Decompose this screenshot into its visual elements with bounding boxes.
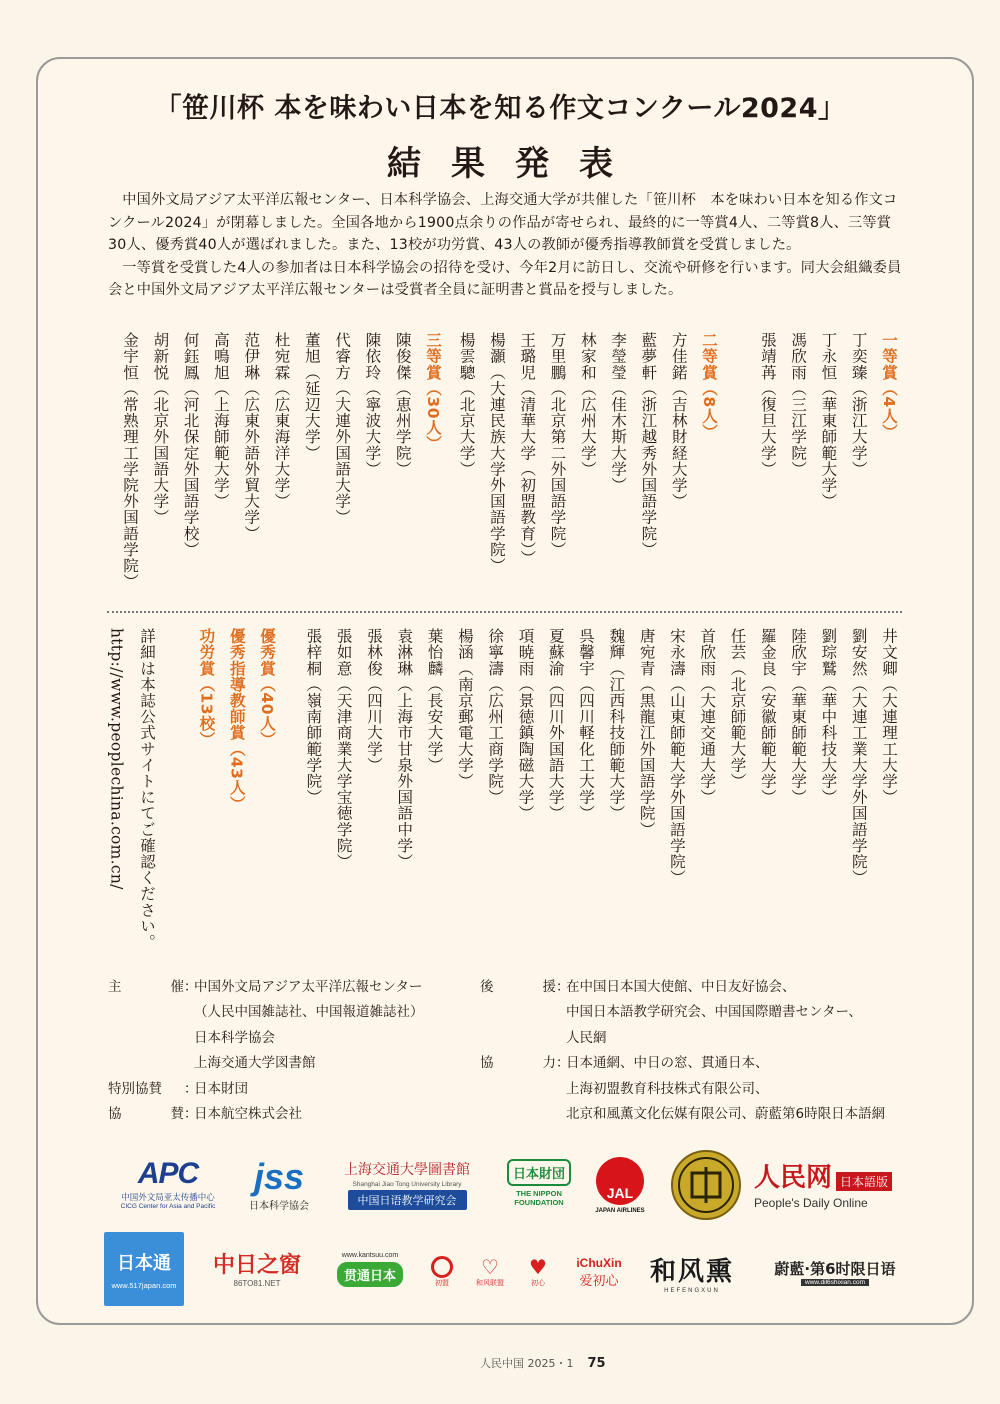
hefeng-alliance-label: 和风联盟 (476, 1279, 504, 1287)
apc-mark: APC (137, 1156, 199, 1190)
winner-name: 林家和（広州大学） (578, 332, 597, 477)
nippon-mark: 日本財団 (507, 1159, 571, 1186)
winner-name: 金宇恒（常熟理工学院外国語学院） (121, 332, 140, 590)
winner-name: 方佳鍩（吉林財経大学） (669, 332, 688, 510)
page-number: 75 (587, 1356, 606, 1371)
third-prize-section (115, 332, 448, 590)
window-mark: 中日之窗 (212, 1252, 301, 1278)
winner-name: 胡新悦（北京外国語大学） (151, 332, 170, 526)
heart-icon: ♡ (481, 1255, 499, 1279)
winner-name: 李瑩瑩（佳木斯大学） (609, 332, 628, 493)
label-char: 力 (542, 1055, 556, 1072)
hefengxun-logo (640, 1248, 744, 1296)
winner-name: 何鈺鳳（河北保定外国語学校） (181, 332, 200, 558)
organizer-value: 日本財団 (194, 1080, 248, 1097)
chumeng-icon (431, 1256, 453, 1278)
jss-mark: jss (253, 1155, 305, 1197)
hefengxun-en: HEFENGXUN (664, 1287, 720, 1294)
page-footer (480, 1355, 606, 1371)
winner-name: 徐寧濤（広州工商学院） (486, 628, 505, 806)
window-url: 86TO81.NET (233, 1279, 281, 1288)
organizers-right (480, 975, 885, 1127)
magazine-issue: 人民中国 2025・1 (480, 1357, 574, 1370)
hefeng-alliance-logo (468, 1252, 512, 1292)
winner-name: 高鳴旭（上海師範大学） (211, 332, 230, 510)
winner-name: 馮欣雨（三江学院） (789, 332, 808, 477)
excellence-award-heading: 優秀賞（40人） (258, 628, 276, 748)
winner-name: 楊灝（大連民族大学外国語学院） (487, 332, 506, 574)
winner-name: 劉安然（大連工業大学外国語学院） (849, 628, 868, 886)
second-prize-heading: 二等賞（8人） (700, 332, 718, 440)
winner-name: 首欣雨（大連交通大学） (698, 628, 717, 806)
winner-name: 羅金良（安徽師範大学） (758, 628, 777, 806)
merit-award-heading: 功労賞（13校） (197, 628, 216, 748)
organizer-value: 上海初盟教育科技株式有限公司、 (566, 1080, 769, 1097)
organizer-row-sponsor: 協 賛 ： 日本航空株式会社 (108, 1102, 424, 1127)
chuxin-logo (518, 1252, 558, 1292)
second-prize-section (451, 332, 724, 574)
ichuxin-logo (566, 1252, 632, 1292)
section-divider (107, 611, 902, 613)
jal-en: JAPAN AIRLINES (595, 1207, 645, 1214)
kantsuu-mark: 贯通日本 (337, 1262, 403, 1287)
japan517-logo (104, 1232, 184, 1306)
winner-name: 張梓桐（嶺南師範学院） (304, 628, 323, 806)
winner-name: 魏輝（江西科技師範大学） (607, 628, 626, 822)
winner-name: 呉馨宇（四川軽化工大学） (577, 628, 596, 822)
weilan-url: www.dil6shixian.com (801, 1279, 869, 1286)
winner-name: 王璐児（清華大学（初盟教育）） (518, 332, 537, 566)
chumeng-gold-emblem (668, 1149, 744, 1221)
sjtu-library-logo (328, 1153, 486, 1215)
winner-name: 宋永濤（山東師範大学外国語学院） (667, 628, 686, 886)
kantsuu-logo (328, 1244, 412, 1294)
apc-logo (104, 1152, 232, 1214)
jal-mark: JAL (596, 1157, 644, 1205)
winner-name: 葉怡麟（長安大学） (425, 628, 444, 773)
winner-name: 夏蘇渝（四川外国語大学） (546, 628, 565, 822)
kantsuu-url: www.kantsuu.com (341, 1251, 399, 1259)
organizer-row-host: 主 催 ： 中国外文局アジア太平洋広報センター （人民中国雑誌社、中国報道雑誌社） 日本科学協会 上海交通大学図書館 (108, 975, 424, 1077)
winner-name: 張靖苒（復旦大学） (758, 332, 777, 477)
label-char: 主 (108, 979, 122, 995)
organizer-value: 在中国日本国大使館、中日友好協会、 (566, 979, 796, 995)
nippon-foundation-logo (500, 1152, 578, 1214)
winner-name: 丁永恒（華東師範大学） (819, 332, 838, 510)
organizer-value: 日本航空株式会社 (194, 1106, 302, 1123)
jss-name: 日本科学協会 (249, 1200, 309, 1212)
organizer-value: 北京和風薫文化伝媒有限公司、蔚藍第6時限日本語網 (566, 1106, 886, 1123)
sjtu-cn: 上海交通大學圖書館 (344, 1161, 470, 1178)
chuxin-label: 初心 (531, 1279, 545, 1287)
winner-name: 楊雲驄（北京大学） (457, 332, 476, 477)
jal-logo (588, 1150, 652, 1220)
hefengxun-mark: 和风熏 (649, 1256, 734, 1287)
page-title: 「笹川杯 本を味わい日本を知る作文コンクール2024」 (154, 93, 846, 124)
winner-name: 陳依玲（寧波大学） (363, 332, 382, 477)
weilan-logo (754, 1250, 916, 1294)
organizer-value: 中国日本語教学研究会、中国国際贈書センター、 (566, 1004, 862, 1021)
organizer-value: 日本科学協会 (194, 1029, 275, 1046)
organizer-value: （人民中国雑誌社、中国報道雑誌社） (194, 1004, 424, 1021)
page-subtitle: 結果発表 (387, 144, 643, 184)
winner-name: 代睿方（大連外国語大学） (333, 332, 352, 526)
winner-name: 范伊琳（広東外語外貿大学） (242, 332, 261, 542)
organizer-value: 人民網 (566, 1029, 607, 1046)
peoples-daily-en: People's Daily Online (754, 1195, 868, 1210)
apc-en: CICG Center for Asia and Pacific (120, 1202, 216, 1210)
japan517-mark: 日本通 (117, 1252, 171, 1274)
winner-name: 任芸（北京師範大学） (728, 628, 747, 789)
winner-name: 藍夢軒（浙江越秀外国語学院） (639, 332, 658, 558)
winner-name: 楊涵（南京郵電大学） (455, 628, 474, 789)
first-prize-section (753, 332, 904, 509)
organizers-left (108, 975, 424, 1127)
chumeng-label: 初盟 (435, 1279, 449, 1287)
winner-name: 陸欣宇（華東師範大学） (789, 628, 808, 806)
winner-name: 唐宛青（黒龍江外国語学院） (637, 628, 656, 838)
nippon-en: THE NIPPON FOUNDATION (514, 1189, 564, 1207)
emblem-icon (670, 1149, 742, 1221)
organizer-value: 上海交通大学図書館 (194, 1055, 316, 1072)
weilan-mark: 蔚藍·第6时限日语 (774, 1260, 896, 1278)
winner-name: 井文卿（大連理工大学） (880, 628, 898, 806)
ichuxin-en: iChuXin (576, 1255, 622, 1270)
intro-text (108, 189, 908, 302)
label-char: 協 (480, 1055, 494, 1072)
jss-logo (240, 1150, 318, 1218)
teacher-award-heading: 優秀指導教師賞（43人） (227, 628, 246, 812)
chumeng-logo (422, 1252, 462, 1292)
china-japan-window-logo (192, 1244, 322, 1292)
winner-name: 陳俊傑（恵州学院） (393, 332, 412, 477)
details-note: 詳細は本誌公式サイトにてご確認ください。 (138, 628, 156, 950)
winner-name: 張如意（天津商業大学宝徳学院） (334, 628, 353, 870)
winner-name: 項暁雨（景徳鎮陶磁大学） (516, 628, 535, 822)
intro-paragraph-2: 一等賞を受賞した4人の参加者は日本科学協会の招待を受け、今年2月に訪日し、交流や研修を行います。同大会組織委員会と中国外文局アジア太平洋広報センターは受賞者全員に証明書と賞品を授与しました。 (108, 259, 902, 298)
label-char: 協 (108, 1106, 122, 1123)
organizer-row-special-sponsor: 特別協賛 ： 日本財団 (108, 1077, 424, 1102)
other-awards-section (191, 628, 282, 812)
winner-name: 董旭（延辺大学） (302, 332, 321, 461)
lower-names-section (298, 628, 904, 886)
organizer-row-cooperation: 協 力 ： 日本通網、中日の窓、貫通日本、 上海初盟教育科技株式有限公司、 北京和風薫文化伝媒有限公司、蔚藍第6時限日本語網 (480, 1051, 885, 1127)
label-text: 特別協賛 (108, 1080, 162, 1097)
peoples-daily-logo (754, 1152, 914, 1214)
jp-teaching-assoc: 中国日语教学研究会 (348, 1190, 467, 1210)
winner-name: 劉琮鷲（華中科技大学） (819, 628, 838, 806)
website-link[interactable]: http://www.peoplechina.com.cn/ (107, 628, 126, 890)
winner-name: 袁淋琳（上海市甘泉外国語中学） (395, 628, 414, 870)
third-prize-heading: 三等賞（30人） (424, 332, 442, 452)
japan517-url: www.517japan.com (111, 1280, 177, 1290)
intro-paragraph-1: 中国外文局アジア太平洋広報センター、日本科学協会、上海交通大学が共催した「笹川杯 本を味わい日本を知る作文コンクール2024」が閉幕しました。全国各地から1900点余りの作品が寄せられ、最終的に一等賞4人、二等賞8人、三等賞30人、優秀賞40人が選ばれました。また、13校が功労賞、43人の教師が優秀指導教師賞を受賞しました。 (108, 192, 898, 253)
label-char: 後 (480, 979, 494, 995)
peoples-daily-jp: 日本語版 (836, 1172, 892, 1191)
chuxin-icon: ♥ (529, 1255, 547, 1279)
winner-name: 丁奕臻（浙江大学） (849, 332, 868, 477)
winner-name: 万里鵬（北京第二外国語学院） (548, 332, 567, 558)
peoples-daily-cn: 人民网 (754, 1162, 833, 1193)
winner-name: 張林俊（四川大学） (364, 628, 383, 773)
organizer-value: 中国外文局アジア太平洋広報センター (194, 979, 423, 995)
label-char: 援 (542, 979, 556, 995)
sjtu-en: Shanghai Jiao Tong University Library (352, 1180, 462, 1188)
apc-cn: 中国外文局亚太传播中心 (121, 1192, 215, 1203)
label-char: 賛 (170, 1106, 184, 1123)
label-char: 催 (170, 979, 184, 995)
website-info (101, 628, 162, 950)
first-prize-heading: 一等賞（4人） (880, 332, 898, 440)
organizer-row-support: 後 援 ： 在中国日本国大使館、中日友好協会、 中国日本語教学研究会、中国国際贈書センター、 人民網 (480, 975, 885, 1051)
ichuxin-cn: 爱初心 (579, 1273, 619, 1289)
winner-name: 杜宛霖（広東海洋大学） (272, 332, 291, 510)
organizer-value: 日本通網、中日の窓、貫通日本、 (566, 1055, 769, 1072)
